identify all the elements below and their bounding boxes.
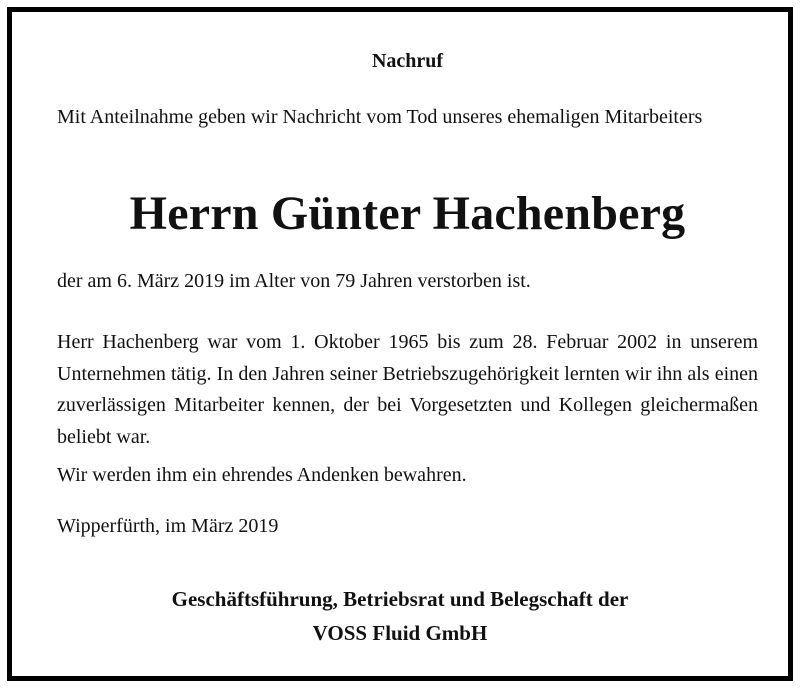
place-date: Wipperfürth, im März 2019: [57, 515, 279, 537]
body-paragraph: Herr Hachenberg war vom 1. Oktober 1965 bis zum 28. Februar 2002 in unserem Unternehmen tätig. In den Jahren seiner Betriebszugehörigkeit lernten wir ihn als einen zuverlässigen Mitarbeiter kennen, der bei Vorgesetzten und Kollegen gleichermaßen beliebt war.: [57, 331, 758, 448]
notice-title: Nachruf: [371, 50, 444, 72]
deceased-name: Herrn Günter Hachenberg: [129, 187, 686, 240]
intro-text: Mit Anteilnahme geben wir Nachricht vom Tod unseres ehemaligen Mitarbeiters: [57, 106, 703, 128]
signature-line-2: VOSS Fluid GmbH: [312, 621, 488, 645]
memory-line: Wir werden ihm ein ehrendes Andenken bewahren.: [57, 464, 467, 486]
death-line: der am 6. März 2019 im Alter von 79 Jahren verstorben ist.: [57, 270, 531, 292]
signature-line-1: Geschäftsführung, Betriebsrat und Belegschaft der: [171, 587, 629, 611]
obituary-frame: [7, 7, 793, 681]
